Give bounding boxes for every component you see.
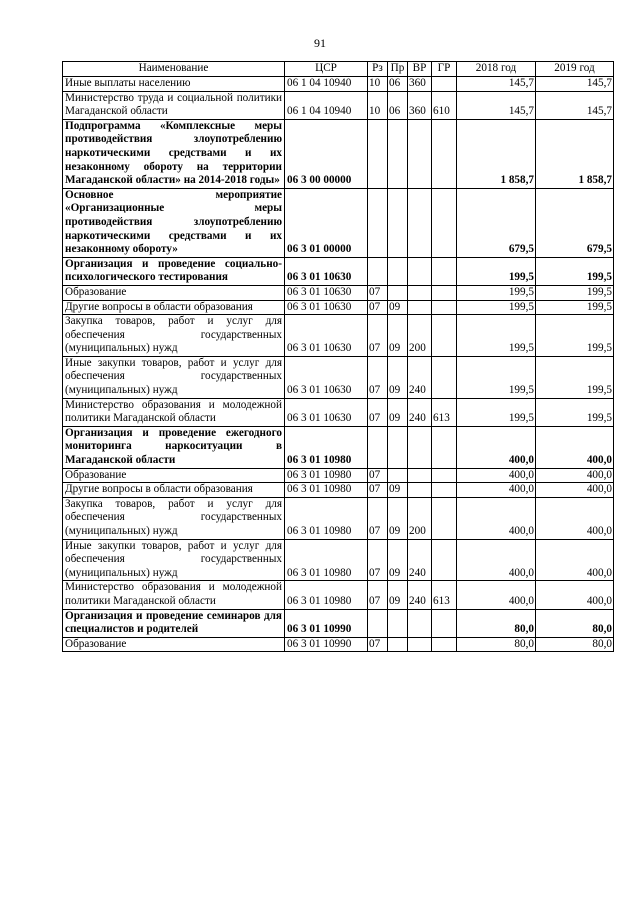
cell-2019: 199,5 [536, 285, 614, 300]
cell-gr [432, 426, 457, 468]
cell-vr [408, 468, 432, 483]
budget-table [62, 61, 614, 652]
cell-pr: 06 [388, 91, 408, 119]
table-row [63, 77, 614, 92]
cell-vr: 240 [408, 356, 432, 398]
cell-csr: 06 3 01 10980 [285, 468, 368, 483]
table-row [63, 426, 614, 468]
cell-name: Другие вопросы в области образования [63, 483, 285, 498]
cell-rz: 07 [368, 300, 388, 315]
cell-name: Иные выплаты населению [63, 77, 285, 92]
cell-gr [432, 315, 457, 357]
cell-vr [408, 637, 432, 652]
cell-rz [368, 257, 388, 285]
cell-rz: 07 [368, 468, 388, 483]
cell-name: Образование [63, 468, 285, 483]
cell-gr: 613 [432, 581, 457, 609]
cell-vr [408, 609, 432, 637]
cell-pr: 09 [388, 539, 408, 581]
cell-gr: 610 [432, 91, 457, 119]
cell-csr: 06 3 01 10630 [285, 300, 368, 315]
cell-2018: 400,0 [457, 581, 536, 609]
cell-csr: 06 3 01 10630 [285, 315, 368, 357]
cell-rz: 07 [368, 497, 388, 539]
cell-pr [388, 188, 408, 257]
cell-vr: 240 [408, 539, 432, 581]
cell-pr [388, 285, 408, 300]
cell-vr [408, 188, 432, 257]
cell-csr: 06 3 01 10630 [285, 285, 368, 300]
cell-2019: 400,0 [536, 581, 614, 609]
table-row [63, 398, 614, 426]
cell-2018: 145,7 [457, 77, 536, 92]
cell-2018: 199,5 [457, 285, 536, 300]
cell-pr [388, 119, 408, 188]
cell-2018: 400,0 [457, 468, 536, 483]
cell-vr: 240 [408, 581, 432, 609]
cell-rz: 07 [368, 581, 388, 609]
header-csr: ЦСР [285, 62, 368, 77]
cell-vr [408, 300, 432, 315]
cell-rz: 07 [368, 398, 388, 426]
table-row [63, 285, 614, 300]
cell-rz [368, 426, 388, 468]
cell-csr: 06 3 01 10980 [285, 497, 368, 539]
cell-gr [432, 637, 457, 652]
cell-name: Организация и проведение ежегодного мониторинга наркоситуации в Магаданской области [63, 426, 285, 468]
cell-vr: 200 [408, 315, 432, 357]
header-2019: 2019 год [536, 62, 614, 77]
cell-gr [432, 539, 457, 581]
cell-gr [432, 188, 457, 257]
cell-2019: 145,7 [536, 91, 614, 119]
cell-2018: 400,0 [457, 539, 536, 581]
table-row [63, 91, 614, 119]
cell-csr: 06 3 01 10630 [285, 398, 368, 426]
cell-name: Иные закупки товаров, работ и услуг для обеспечения государственных (муниципальных) нужд [63, 356, 285, 398]
cell-2019: 400,0 [536, 468, 614, 483]
cell-pr: 09 [388, 398, 408, 426]
cell-2018: 400,0 [457, 426, 536, 468]
page-number: 91 [314, 36, 326, 50]
table-row [63, 539, 614, 581]
table-row [63, 609, 614, 637]
cell-csr: 06 3 01 10980 [285, 539, 368, 581]
cell-2019: 199,5 [536, 257, 614, 285]
cell-rz [368, 609, 388, 637]
cell-gr: 613 [432, 398, 457, 426]
cell-name: Основное мероприятие «Организационные меры противодействия злоупотреблению наркотическими средствами и их незаконному обороту» [63, 188, 285, 257]
cell-name: Министерство образования и молодежной политики Магаданской области [63, 581, 285, 609]
header-name: Наименование [63, 62, 285, 77]
table-header-row [63, 62, 614, 77]
cell-pr [388, 257, 408, 285]
header-rz: Рз [368, 62, 388, 77]
cell-pr: 09 [388, 356, 408, 398]
cell-2018: 199,5 [457, 300, 536, 315]
table-row [63, 119, 614, 188]
cell-rz: 07 [368, 637, 388, 652]
cell-2018: 199,5 [457, 398, 536, 426]
cell-vr [408, 285, 432, 300]
cell-name: Организация и проведение семинаров для специалистов и родителей [63, 609, 285, 637]
cell-rz: 07 [368, 539, 388, 581]
cell-2019: 199,5 [536, 398, 614, 426]
cell-vr: 200 [408, 497, 432, 539]
cell-csr: 06 3 01 10630 [285, 257, 368, 285]
cell-name: Организация и проведение социально-психологического тестирования [63, 257, 285, 285]
cell-csr: 06 3 01 10980 [285, 581, 368, 609]
cell-2019: 400,0 [536, 497, 614, 539]
cell-2018: 679,5 [457, 188, 536, 257]
cell-2018: 80,0 [457, 609, 536, 637]
cell-pr: 09 [388, 483, 408, 498]
table-row [63, 300, 614, 315]
cell-gr [432, 497, 457, 539]
table-row [63, 315, 614, 357]
cell-vr: 360 [408, 77, 432, 92]
cell-2018: 1 858,7 [457, 119, 536, 188]
cell-2018: 199,5 [457, 315, 536, 357]
cell-vr [408, 426, 432, 468]
cell-csr: 06 3 00 00000 [285, 119, 368, 188]
table-row [63, 468, 614, 483]
cell-2019: 400,0 [536, 539, 614, 581]
cell-2019: 400,0 [536, 426, 614, 468]
table-row [63, 637, 614, 652]
cell-name: Министерство труда и социальной политики Магаданской области [63, 91, 285, 119]
cell-vr: 360 [408, 91, 432, 119]
cell-pr: 06 [388, 77, 408, 92]
cell-gr [432, 468, 457, 483]
cell-csr: 06 1 04 10940 [285, 91, 368, 119]
cell-2018: 80,0 [457, 637, 536, 652]
cell-rz: 10 [368, 77, 388, 92]
cell-rz: 07 [368, 356, 388, 398]
cell-rz: 07 [368, 483, 388, 498]
cell-2019: 1 858,7 [536, 119, 614, 188]
cell-pr [388, 468, 408, 483]
cell-2018: 400,0 [457, 483, 536, 498]
cell-csr: 06 3 01 10990 [285, 637, 368, 652]
cell-rz: 07 [368, 285, 388, 300]
cell-name: Закупка товаров, работ и услуг для обеспечения государственных (муниципальных) нужд [63, 497, 285, 539]
cell-2018: 145,7 [457, 91, 536, 119]
cell-rz: 07 [368, 315, 388, 357]
cell-gr [432, 609, 457, 637]
cell-csr: 06 3 01 10980 [285, 426, 368, 468]
cell-name: Иные закупки товаров, работ и услуг для обеспечения государственных (муниципальных) нужд [63, 539, 285, 581]
cell-2019: 145,7 [536, 77, 614, 92]
cell-pr: 09 [388, 581, 408, 609]
cell-name: Образование [63, 637, 285, 652]
cell-rz [368, 188, 388, 257]
cell-gr [432, 119, 457, 188]
table-row [63, 356, 614, 398]
cell-rz: 10 [368, 91, 388, 119]
cell-gr [432, 257, 457, 285]
table-row [63, 483, 614, 498]
cell-2018: 199,5 [457, 257, 536, 285]
cell-name: Закупка товаров, работ и услуг для обеспечения государственных (муниципальных) нужд [63, 315, 285, 357]
cell-vr [408, 119, 432, 188]
cell-pr: 09 [388, 300, 408, 315]
cell-rz [368, 119, 388, 188]
cell-gr [432, 356, 457, 398]
cell-2018: 400,0 [457, 497, 536, 539]
cell-name: Другие вопросы в области образования [63, 300, 285, 315]
cell-2019: 400,0 [536, 483, 614, 498]
cell-gr [432, 483, 457, 498]
cell-2019: 80,0 [536, 609, 614, 637]
cell-csr: 06 3 01 10990 [285, 609, 368, 637]
table-row [63, 257, 614, 285]
header-2018: 2018 год [457, 62, 536, 77]
header-gr: ГР [432, 62, 457, 77]
table-row [63, 497, 614, 539]
cell-gr [432, 285, 457, 300]
cell-vr [408, 483, 432, 498]
cell-vr [408, 257, 432, 285]
cell-pr [388, 426, 408, 468]
cell-name: Образование [63, 285, 285, 300]
cell-name: Министерство образования и молодежной политики Магаданской области [63, 398, 285, 426]
cell-csr: 06 1 04 10940 [285, 77, 368, 92]
cell-csr: 06 3 01 00000 [285, 188, 368, 257]
cell-pr [388, 637, 408, 652]
cell-gr [432, 77, 457, 92]
table-row [63, 188, 614, 257]
cell-2019: 679,5 [536, 188, 614, 257]
cell-pr: 09 [388, 315, 408, 357]
cell-gr [432, 300, 457, 315]
cell-vr: 240 [408, 398, 432, 426]
cell-2018: 199,5 [457, 356, 536, 398]
cell-2019: 80,0 [536, 637, 614, 652]
table-row [63, 581, 614, 609]
cell-2019: 199,5 [536, 315, 614, 357]
cell-2019: 199,5 [536, 300, 614, 315]
cell-csr: 06 3 01 10980 [285, 483, 368, 498]
cell-2019: 199,5 [536, 356, 614, 398]
cell-name: Подпрограмма «Комплексные меры противодействия злоупотреблению наркотическими средствами и их незаконному обороту на территории Магаданской области» на 2014-2018 годы» [63, 119, 285, 188]
header-vr: ВР [408, 62, 432, 77]
cell-pr: 09 [388, 497, 408, 539]
cell-csr: 06 3 01 10630 [285, 356, 368, 398]
header-pr: Пр [388, 62, 408, 77]
cell-pr [388, 609, 408, 637]
